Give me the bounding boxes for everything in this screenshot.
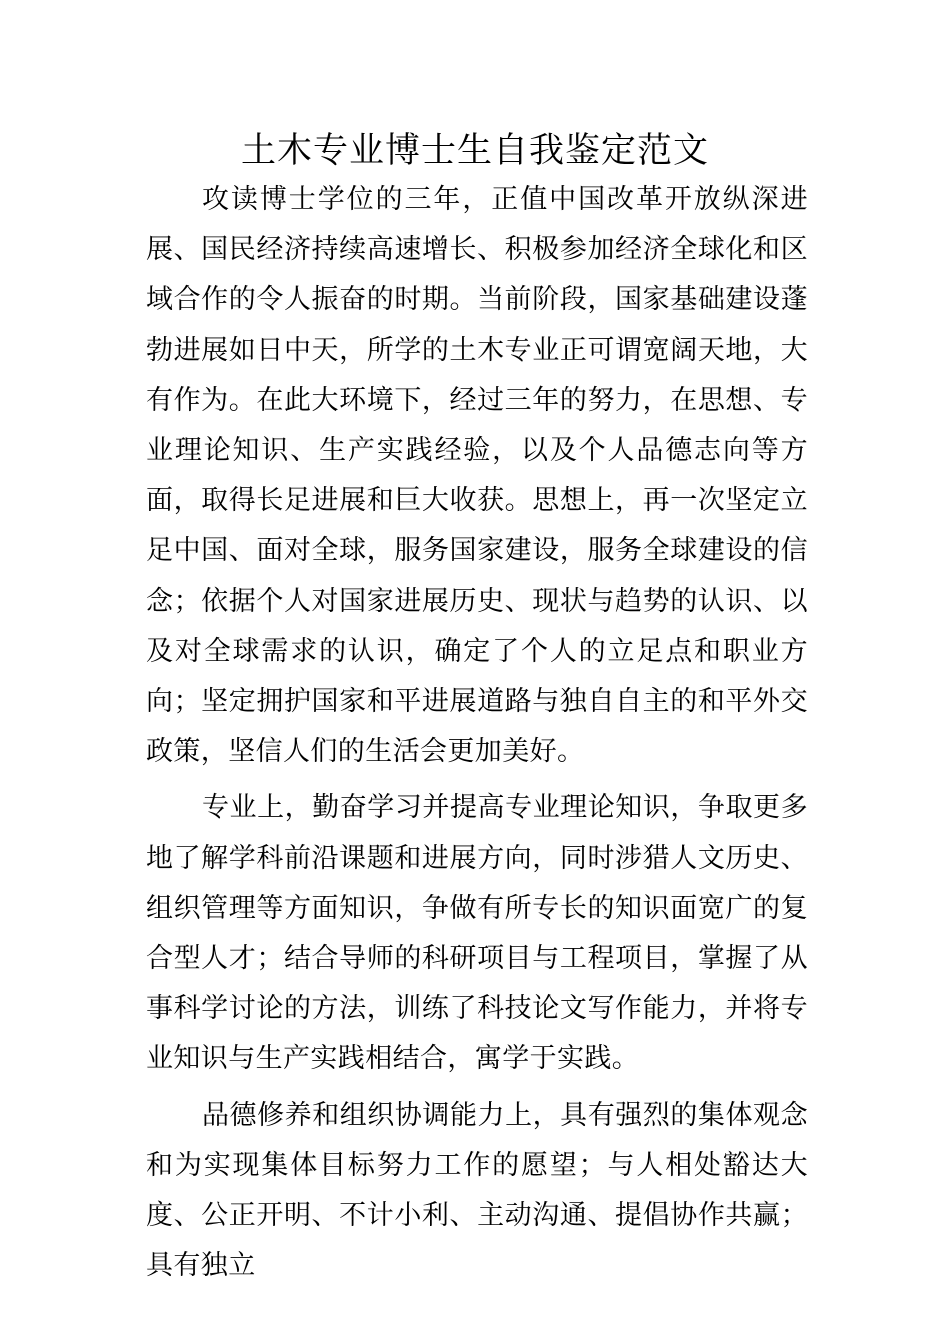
paragraph: 专业上，勤奋学习并提高专业理论知识，争取更多地了解学科前沿课题和进展方向，同时涉猎人文历史、组织管理等方面知识，争做有所专长的知识面宽广的复合型人才；结合导师的科研项目与工程项目，掌握了从事科学讨论的方法，训练了科技论文写作能力，并将专业知识与生产实践相结合，寓学于实践。 bbox=[146, 792, 808, 1075]
document-title: 土木专业博士生自我鉴定范文 bbox=[240, 131, 709, 171]
paragraph: 品德修养和组织协调能力上，具有强烈的集体观念和为实现集体目标努力工作的愿望；与人相处豁达大度、公正开明、不计小利、主动沟通、提倡协作共赢；具有独立 bbox=[146, 1099, 808, 1282]
document-body bbox=[146, 175, 808, 1291]
paragraph: 攻读博士学位的三年，正值中国改革开放纵深进展、国民经济持续高速增长、积极参加经济全球化和区域合作的令人振奋的时期。当前阶段，国家基础建设蓬勃进展如日中天，所学的土木专业正可谓宽阔天地，大有作为。在此大环境下，经过三年的努力，在思想、专业理论知识、生产实践经验，以及个人品德志向等方面，取得长足进展和巨大收获。思想上，再一次坚定立足中国、面对全球，服务国家建设，服务全球建设的信念；依据个人对国家进展历史、现状与趋势的认识、以及对全球需求的认识，确定了个人的立足点和职业方向；坚定拥护国家和平进展道路与独自自主的和平外交政策，坚信人们的生活会更加美好。 bbox=[146, 184, 808, 768]
